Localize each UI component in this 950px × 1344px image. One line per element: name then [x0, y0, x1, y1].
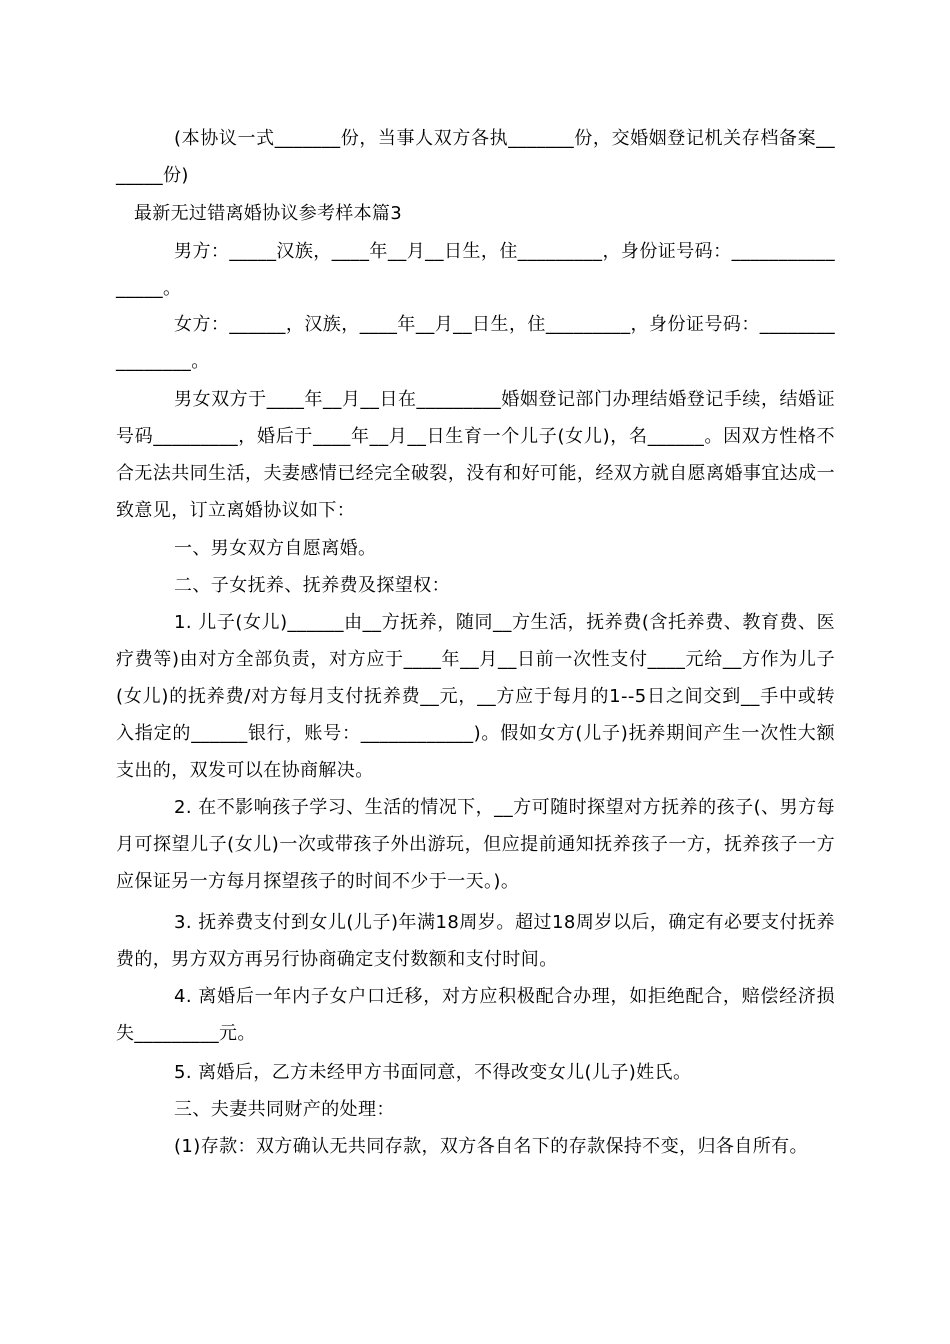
- clause-2-heading-paragraph: 二、子女抚养、抚养费及探望权：: [174, 575, 450, 596]
- custody-item-5-paragraph: 5. 离婚后，乙方未经甲方书面同意，不得改变女儿(儿子)姓氏。: [174, 1062, 692, 1083]
- clause-3-heading-paragraph: 三、夫妻共同财产的处理：: [174, 1099, 395, 1120]
- custody-item-1-paragraph: 1. 儿子(女儿)______由__方抚养，随同__方生活，抚养费(含托养费、教育费、医疗费等)由对方全部负责，对方应于____年__月__日前一次性支付____元给__方作为儿子(女儿)的抚养费/对方每月支付抚养费__元，__方应于每月的1--5日之间交到__手中或转入指定的______银行，账号：____________)。假如女方(儿子)抚养期间产生一次性大额支出的，双发可以在协商解决。: [116, 612, 835, 781]
- female-party-paragraph: 女方：______，汉族，____年__月__日生，住_________，身份证号码：________________。: [116, 314, 835, 372]
- section-heading: 最新无过错离婚协议参考样本篇3: [134, 203, 402, 224]
- custody-item-3-paragraph: 3. 抚养费支付到女儿(儿子)年满18周岁。超过18周岁以后，确定有必要支付抚养费的，男方双方再另行协商确定支付数额和支付时间。: [116, 912, 835, 970]
- male-party-paragraph: 男方：_____汉族，____年__月__日生，住_________，身份证号码：________________。: [116, 241, 835, 299]
- copies-note-paragraph: (本协议一式_______份，当事人双方各执_______份，交婚姻登记机关存档备案_______份): [116, 128, 835, 186]
- custody-item-4-paragraph: 4. 离婚后一年内子女户口迁移，对方应积极配合办理，如拒绝配合，赔偿经济损失_________元。: [116, 986, 835, 1044]
- custody-item-2-paragraph: 2. 在不影响孩子学习、生活的情况下，__方可随时探望对方抚养的孩子(、男方每月可探望儿子(女儿)一次或带孩子外出游玩，但应提前通知抚养孩子一方，抚养孩子一方应保证另一方每月探望孩子的时间不少于一天。)。: [116, 797, 835, 892]
- clause-1-paragraph: 一、男女双方自愿离婚。: [174, 538, 377, 559]
- marriage-background-paragraph: 男女双方于____年__月__日在_________婚姻登记部门办理结婚登记手续，结婚证号码_________，婚后于____年__月__日生育一个儿子(女儿)，名______。因双方性格不合无法共同生活，夫妻感情已经完全破裂，没有和好可能，经双方就自愿离婚事宜达成一致意见，订立离婚协议如下：: [116, 389, 835, 521]
- deposit-item-paragraph: (1)存款：双方确认无共同存款，双方各自名下的存款保持不变，归各自所有。: [174, 1136, 808, 1157]
